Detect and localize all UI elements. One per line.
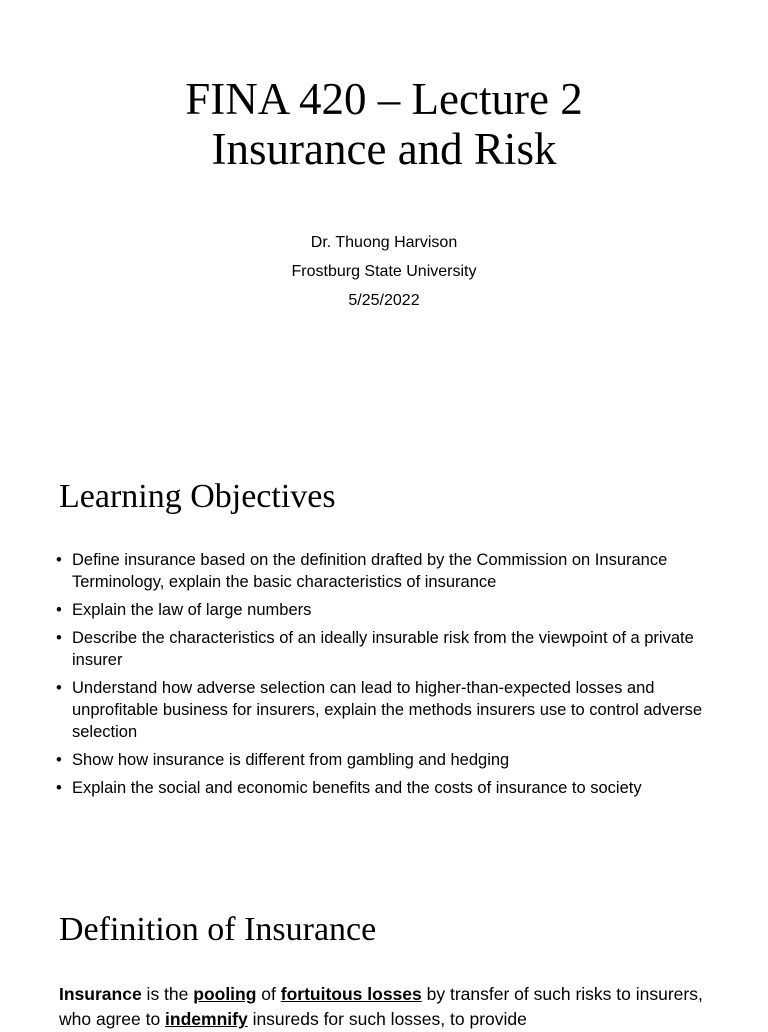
definition-slide [0,864,768,1029]
bullet-text: Describe the characteristics of an ideally insurable risk from the viewpoint of a private insurer [72,629,694,669]
bullet-icon: • [56,679,62,697]
term-pooling: pooling [193,984,257,1004]
lecture-title-line2: Insurance and Risk [211,124,557,174]
definition-text-part: of [256,984,281,1004]
bullet-text: Understand how adverse selection can lead to higher-than-expected losses and unprofitable business for insurers, explain the methods insurers use to control adverse selection [72,679,703,741]
bullet-icon: • [56,601,62,619]
bullet-text: Define insurance based on the definition drafted by the Commission on Insurance Terminology, explain the basic characteristics of insurance [72,551,668,591]
term-insurance: Insurance [59,984,142,1004]
objectives-heading: Learning Objectives [59,478,336,515]
lecture-title [0,74,768,174]
list-item [56,677,724,743]
author-name: Dr. Thuong Harvison [310,234,458,251]
definition-paragraph [59,982,719,1032]
term-fortuitous-losses: fortuitous losses [280,984,422,1004]
institution-name: Frostburg State University [291,263,477,280]
list-item [56,599,724,621]
subtitle-block [0,228,768,315]
bullet-text: Show how insurance is different from gambling and hedging [72,751,510,769]
lecture-title-line1: FINA 420 – Lecture 2 [185,74,583,124]
title-slide [0,0,768,432]
list-item [56,549,724,593]
bullet-text: Explain the social and economic benefits and the costs of insurance to society [72,779,642,797]
definition-text-part: insureds for such losses, to provide [247,1009,527,1029]
bullet-text: Explain the law of large numbers [72,601,312,619]
list-item [56,627,724,671]
bullet-icon: • [56,551,62,569]
definition-text-part: by transfer of such risks to insurers, who agree to [59,984,703,1029]
term-indemnify: indemnify [165,1009,248,1029]
definition-text-part: is the [141,984,194,1004]
lecture-date: 5/25/2022 [348,292,420,309]
bullet-icon: • [56,751,62,769]
bullet-icon: • [56,779,62,797]
objectives-list [56,549,724,805]
list-item [56,749,724,771]
definition-heading: Definition of Insurance [59,911,377,948]
bullet-icon: • [56,629,62,647]
list-item [56,777,724,799]
objectives-slide [0,432,768,864]
